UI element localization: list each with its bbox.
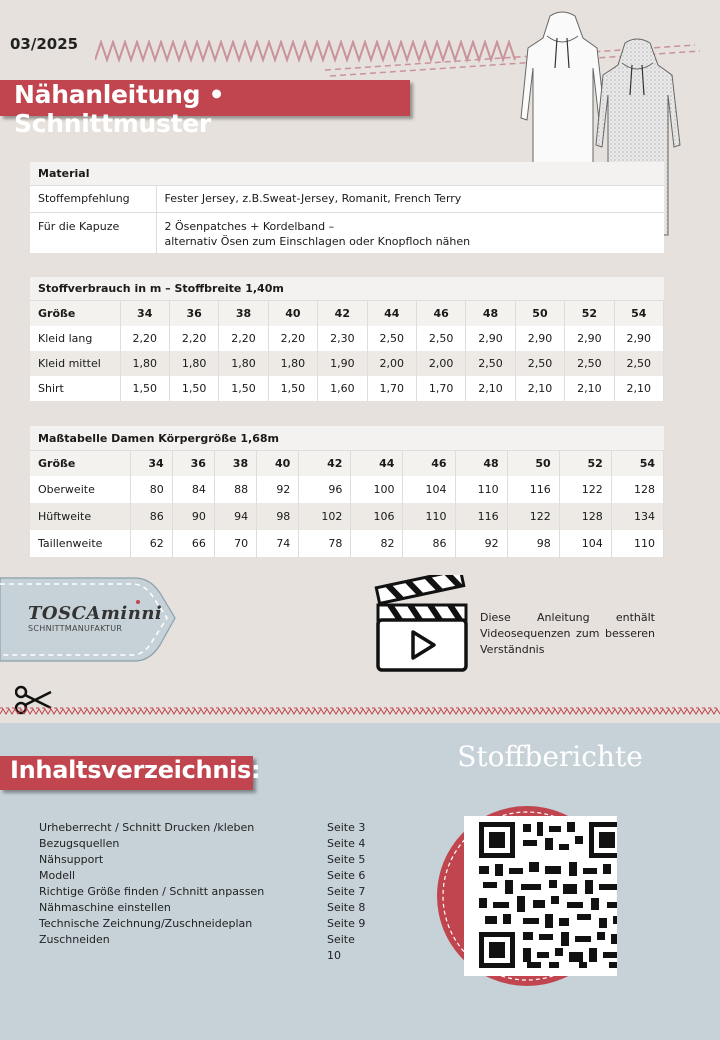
toc-item-title: Bezugsquellen — [39, 837, 120, 850]
table-cell: 102 — [299, 503, 351, 530]
toc-item-page: Seite 3 — [327, 821, 366, 834]
table-cell: 1,50 — [120, 376, 169, 401]
toc-item-title: Modell — [39, 869, 76, 882]
toc-item[interactable] — [39, 884, 379, 900]
material-heading: Material — [30, 162, 664, 186]
table-cell: 92 — [257, 476, 299, 503]
table-cell: 110 — [455, 476, 507, 503]
title-banner — [0, 80, 410, 138]
column-header: 52 — [559, 451, 611, 476]
toc-banner — [0, 756, 261, 790]
table-cell: 62 — [130, 530, 172, 557]
table-cell: 104 — [559, 530, 611, 557]
column-header: Größe — [30, 451, 130, 476]
table-cell: 1,80 — [169, 351, 218, 376]
table-cell: 2,50 — [515, 351, 564, 376]
table-cell: 2,20 — [120, 326, 169, 351]
table-cell: 2,90 — [565, 326, 614, 351]
column-header: 46 — [403, 451, 455, 476]
brand-text — [28, 603, 163, 633]
table-row — [30, 476, 664, 503]
table-cell: 1,80 — [219, 351, 268, 376]
table-row — [30, 376, 664, 401]
issue-date: 03/2025 — [10, 35, 79, 53]
table-cell: 1,80 — [120, 351, 169, 376]
consumption-heading: Stoffverbrauch in m – Stoffbreite 1,40m — [30, 277, 664, 301]
toc-item[interactable] — [39, 836, 379, 852]
measurement-heading: Maßtabelle Damen Körpergröße 1,68m — [30, 426, 664, 451]
column-header: 42 — [299, 451, 351, 476]
column-header: 54 — [611, 451, 663, 476]
column-header: 44 — [351, 451, 403, 476]
column-header: 50 — [515, 301, 564, 326]
row-label: Shirt — [30, 376, 120, 401]
row-label: Hüftweite — [30, 503, 130, 530]
cut-line-divider — [0, 705, 720, 715]
table-cell: 78 — [299, 530, 351, 557]
table-cell: 2,10 — [614, 376, 663, 401]
table-cell: 1,50 — [169, 376, 218, 401]
table-cell: 90 — [172, 503, 214, 530]
stoffberichte-heading: Stoffberichte — [457, 740, 643, 773]
table-row — [30, 213, 664, 253]
toc-item-page: Seite 4 — [327, 837, 366, 850]
table-cell: 92 — [455, 530, 507, 557]
table-cell: 2,50 — [466, 351, 515, 376]
toc-item-page: Seite 5 — [327, 853, 366, 866]
table-row — [30, 351, 664, 376]
row-label: Taillenweite — [30, 530, 130, 557]
table-cell: 86 — [403, 530, 455, 557]
table-cell: 116 — [455, 503, 507, 530]
table-cell: 122 — [559, 476, 611, 503]
toc-item-page: Seite 6 — [327, 869, 366, 882]
row-label: Kleid mittel — [30, 351, 120, 376]
table-cell: 66 — [172, 530, 214, 557]
table-cell: 128 — [559, 503, 611, 530]
column-header: 52 — [565, 301, 614, 326]
table-cell: 110 — [403, 503, 455, 530]
toc-item-title: Nähmaschine einstellen — [39, 901, 171, 914]
fabric-consumption-table — [30, 277, 664, 401]
column-header: 46 — [416, 301, 465, 326]
table-cell: 1,50 — [219, 376, 268, 401]
table-header-row — [30, 451, 664, 476]
table-cell: 98 — [257, 503, 299, 530]
column-header: 36 — [169, 301, 218, 326]
table-cell: 2,90 — [515, 326, 564, 351]
table-cell: 2,50 — [416, 326, 465, 351]
table-cell: 2,20 — [268, 326, 317, 351]
row-label: Oberweite — [30, 476, 130, 503]
material-value: Fester Jersey, z.B.Sweat-Jersey, Romanit, French Terry — [156, 186, 664, 213]
table-cell: 84 — [172, 476, 214, 503]
table-cell: 106 — [351, 503, 403, 530]
video-clapperboard-icon — [372, 575, 472, 675]
table-row — [30, 326, 664, 351]
table-cell: 2,00 — [367, 351, 416, 376]
brand-name: TOSCAminni — [28, 603, 163, 624]
table-cell: 2,10 — [565, 376, 614, 401]
toc-item-page: Seite 10 — [327, 933, 355, 962]
page-title: Nähanleitung • Schnittmuster — [14, 80, 225, 138]
material-table — [30, 162, 664, 253]
toc-item[interactable] — [39, 852, 379, 868]
column-header: 48 — [466, 301, 515, 326]
table-cell: 82 — [351, 530, 403, 557]
table-cell: 2,50 — [367, 326, 416, 351]
table-cell: 128 — [611, 476, 663, 503]
table-cell: 86 — [130, 503, 172, 530]
table-row — [30, 530, 664, 557]
table-cell: 2,50 — [614, 351, 663, 376]
table-cell: 2,90 — [614, 326, 663, 351]
table-cell: 1,90 — [318, 351, 367, 376]
toc-heading: Inhaltsverzeichnis: — [10, 756, 261, 784]
table-cell: 98 — [507, 530, 559, 557]
toc-item-page: Seite 8 — [327, 901, 366, 914]
table-row — [30, 186, 664, 213]
column-header: 54 — [614, 301, 663, 326]
table-cell: 1,50 — [268, 376, 317, 401]
column-header: 50 — [507, 451, 559, 476]
table-cell: 80 — [130, 476, 172, 503]
material-value-line: 2 Ösenpatches + Kordelband – — [164, 220, 335, 233]
table-cell: 70 — [214, 530, 256, 557]
material-value-line: alternativ Ösen zum Einschlagen oder Knopfloch nähen — [164, 235, 471, 248]
toc-item-title: Technische Zeichnung/Zuschneideplan — [39, 917, 253, 930]
table-cell: 1,70 — [416, 376, 465, 401]
table-cell: 1,70 — [367, 376, 416, 401]
table-cell: 134 — [611, 503, 663, 530]
table-cell: 110 — [611, 530, 663, 557]
toc-item[interactable] — [39, 820, 379, 836]
material-label: Für die Kapuze — [30, 213, 156, 253]
table-header-row — [30, 301, 664, 326]
table-row — [30, 503, 664, 530]
column-header: 34 — [120, 301, 169, 326]
brand-subtitle: SCHNITTMANUFAKTUR — [28, 624, 123, 633]
column-header: 48 — [455, 451, 507, 476]
toc-item[interactable] — [39, 900, 379, 916]
toc-item[interactable] — [39, 932, 379, 962]
qr-code-badge[interactable] — [437, 780, 617, 1012]
table-cell: 96 — [299, 476, 351, 503]
table-cell: 2,20 — [219, 326, 268, 351]
column-header: 44 — [367, 301, 416, 326]
column-header: 42 — [318, 301, 367, 326]
toc-item-title: Richtige Größe finden / Schnitt anpassen — [39, 885, 265, 898]
column-header: 40 — [257, 451, 299, 476]
table-cell: 122 — [507, 503, 559, 530]
column-header: 36 — [172, 451, 214, 476]
table-cell: 94 — [214, 503, 256, 530]
table-cell: 1,60 — [318, 376, 367, 401]
table-cell: 2,10 — [466, 376, 515, 401]
table-cell: 2,30 — [318, 326, 367, 351]
table-cell: 2,90 — [466, 326, 515, 351]
toc-item-page: Seite 9 — [327, 917, 366, 930]
toc-item-title: Nähsupport — [39, 853, 104, 866]
table-cell: 2,50 — [565, 351, 614, 376]
row-label: Kleid lang — [30, 326, 120, 351]
video-note: Diese Anleitung enthält Videosequenzen zum besseren Verständnis — [480, 611, 655, 656]
table-of-contents — [39, 820, 379, 962]
table-cell: 100 — [351, 476, 403, 503]
column-header: 38 — [214, 451, 256, 476]
column-header: 38 — [219, 301, 268, 326]
toc-item-title: Urheberrecht / Schnitt Drucken /kleben — [39, 821, 255, 834]
table-cell: 116 — [507, 476, 559, 503]
table-cell: 104 — [403, 476, 455, 503]
toc-item-title: Zuschneiden — [39, 933, 110, 946]
table-cell: 2,10 — [515, 376, 564, 401]
material-label: Stoffempfehlung — [30, 186, 156, 213]
measurement-table — [30, 426, 664, 557]
table-cell: 2,20 — [169, 326, 218, 351]
material-value — [156, 213, 664, 253]
column-header: Größe — [30, 301, 120, 326]
toc-item-page: Seite 7 — [327, 885, 366, 898]
toc-item[interactable] — [39, 868, 379, 884]
table-cell: 2,00 — [416, 351, 465, 376]
table-cell: 74 — [257, 530, 299, 557]
column-header: 40 — [268, 301, 317, 326]
toc-item[interactable] — [39, 916, 379, 932]
column-header: 34 — [130, 451, 172, 476]
table-cell: 1,80 — [268, 351, 317, 376]
table-cell: 88 — [214, 476, 256, 503]
